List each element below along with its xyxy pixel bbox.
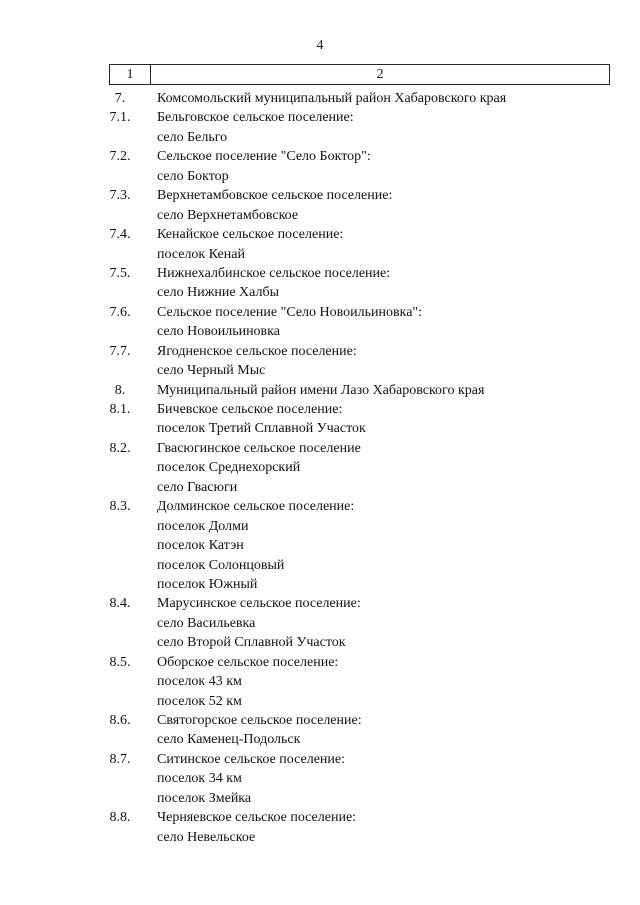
list-row (0, 711, 640, 730)
list-row (0, 614, 640, 633)
list-row (0, 692, 640, 711)
list-row (0, 769, 640, 788)
item-text: поселок Третий Сплавной Участок (157, 421, 366, 437)
item-number: 7. (114, 91, 126, 106)
list-row (0, 633, 640, 652)
item-number: 7.3. (109, 188, 131, 204)
item-text: Муниципальный район имени Лазо Хабаровского края (157, 382, 485, 398)
item-number: 7.1. (109, 110, 131, 126)
item-text: поселок Солонцовый (157, 557, 285, 573)
list-row (0, 536, 640, 555)
list-row (0, 672, 640, 691)
item-text: село Верхнетамбовское (157, 207, 299, 223)
list-row (0, 750, 640, 769)
list-row (0, 439, 640, 458)
list-row (0, 167, 640, 186)
item-number: 7.7. (109, 343, 131, 359)
page-number: 4 (316, 37, 324, 52)
item-text: село Новоильиновка (157, 324, 280, 340)
list-row (0, 575, 640, 594)
list-row (0, 264, 640, 283)
item-text: Комсомольский муниципальный район Хабаровского края (157, 91, 507, 106)
list-row (0, 283, 640, 302)
item-number: 7.2. (109, 149, 131, 165)
list-row (0, 186, 640, 205)
item-text: Бичевское сельское поселение: (157, 402, 343, 417)
item-number: 7.6. (109, 304, 131, 320)
item-number: 8.6. (109, 713, 131, 728)
item-text: село Васильевка (157, 615, 256, 631)
item-number: 7.5. (109, 265, 131, 281)
list-row (0, 303, 640, 322)
list-row (0, 808, 640, 827)
item-text: село Невельское (157, 829, 256, 845)
list-row (0, 478, 640, 497)
item-text: Кенайское сельское поселение: (157, 227, 344, 243)
list-row (0, 108, 640, 127)
column-header-2: 2 (151, 65, 610, 85)
list-row (0, 517, 640, 536)
list-row (0, 419, 640, 438)
list-row (0, 594, 640, 613)
item-text: поселок Южный (157, 576, 258, 592)
item-text: Сельское поселение "Село Новоильиновка": (157, 304, 423, 320)
item-text: поселок Долми (157, 518, 249, 534)
item-number: 8.3. (109, 499, 131, 515)
item-number: 8. (114, 382, 126, 398)
column-header-row (110, 65, 610, 85)
list-row (0, 361, 640, 380)
list-row (0, 322, 640, 341)
item-text: Ситинское сельское поселение: (157, 751, 346, 767)
item-number: 8.5. (109, 654, 131, 670)
item-text: поселок Катэн (157, 538, 244, 554)
item-number: 8.7. (109, 751, 131, 767)
item-text: село Гвасюги (157, 479, 238, 495)
list-row (0, 89, 640, 108)
item-text: поселок 43 км (157, 674, 242, 690)
list-row (0, 400, 640, 419)
item-text: поселок 34 км (157, 771, 242, 787)
item-text: Сельское поселение "Село Боктор": (157, 149, 371, 165)
list-row (0, 653, 640, 672)
item-text: Бельговское сельское поселение: (157, 110, 354, 126)
item-text: Оборское сельское поселение: (157, 654, 339, 670)
list-row (0, 128, 640, 147)
item-text: Гвасюгинское сельское поселение (157, 440, 361, 456)
item-text: село Боктор (157, 168, 229, 184)
item-text: село Бельго (157, 129, 228, 145)
item-text: село Черный Мыс (157, 363, 266, 379)
item-number: 7.4. (109, 227, 131, 243)
settlement-list (0, 89, 640, 847)
item-text: Верхнетамбовское сельское поселение: (157, 188, 393, 204)
item-text: поселок Среднехорский (157, 460, 301, 476)
list-row (0, 497, 640, 516)
item-text: село Нижние Халбы (157, 285, 280, 301)
item-text: Нижнехалбинское сельское поселение: (157, 265, 391, 281)
list-row (0, 730, 640, 749)
list-row (0, 245, 640, 264)
list-row (0, 556, 640, 575)
item-text: поселок Змейка (157, 790, 252, 806)
item-text: поселок 52 км (157, 693, 242, 709)
item-number: 8.1. (109, 402, 131, 417)
list-row (0, 458, 640, 477)
item-text: Ягодненское сельское поселение: (157, 343, 357, 359)
list-row (0, 206, 640, 225)
item-text: Долминское сельское поселение: (157, 499, 355, 515)
item-text: село Второй Сплавной Участок (157, 635, 346, 651)
item-text: село Каменец-Подольск (157, 732, 301, 748)
list-row (0, 789, 640, 808)
item-text: Марусинское сельское поселение: (157, 596, 361, 612)
list-row (0, 342, 640, 361)
list-row (0, 381, 640, 400)
item-text: Черняевское сельское поселение: (157, 810, 357, 826)
list-row (0, 147, 640, 166)
column-header-table (109, 64, 610, 85)
list-row (0, 225, 640, 244)
item-number: 8.2. (109, 440, 131, 456)
column-header-1: 1 (110, 65, 151, 85)
list-row (0, 828, 640, 847)
item-text: Святогорское сельское поселение: (157, 713, 362, 728)
item-number: 8.8. (109, 810, 131, 826)
item-number: 8.4. (109, 596, 131, 612)
item-text: поселок Кенай (157, 246, 245, 262)
